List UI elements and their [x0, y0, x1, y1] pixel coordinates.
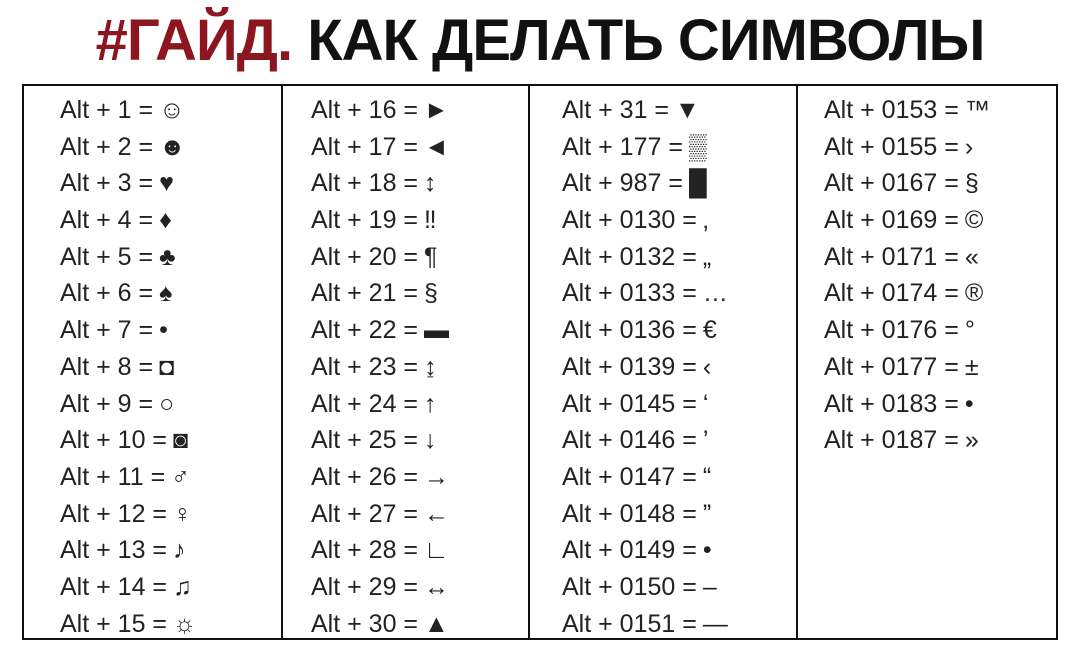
alt-code: Alt + 0169 = — [824, 206, 959, 235]
alt-code: Alt + 13 = — [60, 536, 168, 565]
symbol-glyph: ‘ — [702, 389, 709, 418]
alt-code: Alt + 2 = — [60, 132, 154, 161]
alt-code: Alt + 0177 = — [824, 352, 959, 381]
alt-code: Alt + 0130 = — [562, 206, 697, 235]
alt-code: Alt + 30 = — [311, 609, 419, 638]
symbol-glyph: ♥ — [159, 169, 174, 198]
table-row — [562, 496, 796, 533]
symbol-glyph: ← — [424, 499, 450, 528]
alt-code: Alt + 16 = — [311, 96, 419, 124]
table-row — [60, 386, 281, 423]
alt-code: Alt + 20 = — [311, 242, 419, 271]
symbol-glyph: → — [424, 462, 450, 491]
symbol-glyph: ► — [424, 96, 449, 124]
table-row — [311, 459, 528, 496]
alt-code: Alt + 26 = — [311, 462, 419, 491]
symbol-glyph: ‼ — [424, 206, 437, 235]
table-row — [60, 532, 281, 569]
alt-code: Alt + 24 = — [311, 389, 419, 418]
alt-code: Alt + 0145 = — [562, 389, 697, 418]
table-row — [824, 129, 1056, 166]
table-row — [60, 275, 281, 312]
alt-code: Alt + 0174 = — [824, 279, 959, 308]
alt-code: Alt + 21 = — [311, 279, 419, 308]
table-row — [311, 422, 528, 459]
table-column-3 — [530, 86, 798, 638]
alt-code: Alt + 7 = — [60, 316, 154, 345]
alt-codes-table — [22, 84, 1058, 640]
title-text: КАК ДЕЛАТЬ СИМВОЛЫ — [307, 8, 985, 73]
table-row — [60, 496, 281, 533]
table-row — [311, 92, 528, 129]
symbol-glyph: ¶ — [424, 242, 438, 271]
symbol-glyph: ▒ — [688, 132, 707, 161]
table-row — [60, 239, 281, 276]
table-row — [824, 386, 1056, 423]
table-row — [60, 459, 281, 496]
symbol-glyph: … — [702, 279, 728, 308]
table-row — [562, 92, 796, 129]
table-row — [562, 606, 796, 643]
alt-code: Alt + 27 = — [311, 499, 419, 528]
alt-code: Alt + 0136 = — [562, 316, 697, 345]
table-row — [311, 349, 528, 386]
alt-code: Alt + 987 = — [562, 169, 683, 198]
symbol-glyph: ™ — [964, 96, 990, 124]
table-row — [562, 386, 796, 423]
alt-code: Alt + 8 = — [60, 352, 154, 381]
alt-code: Alt + 3 = — [60, 169, 154, 198]
table-row — [562, 239, 796, 276]
alt-code: Alt + 177 = — [562, 132, 683, 161]
symbol-glyph: ☼ — [173, 609, 196, 638]
alt-code: Alt + 0150 = — [562, 572, 697, 601]
alt-code: Alt + 0176 = — [824, 316, 959, 345]
alt-code: Alt + 18 = — [311, 169, 419, 198]
table-row — [60, 312, 281, 349]
title-hashtag: #ГАЙД. — [95, 8, 293, 73]
symbol-glyph: ◘ — [159, 352, 175, 381]
alt-code: Alt + 23 = — [311, 352, 419, 381]
symbol-glyph: « — [964, 242, 979, 271]
symbol-glyph: ♣ — [159, 242, 176, 271]
table-row — [60, 165, 281, 202]
alt-code: Alt + 0132 = — [562, 242, 697, 271]
symbol-glyph: • — [702, 536, 712, 565]
table-row — [824, 239, 1056, 276]
table-column-1 — [24, 86, 283, 638]
table-row — [562, 165, 796, 202]
table-row — [311, 239, 528, 276]
alt-code: Alt + 0155 = — [824, 132, 959, 161]
alt-code: Alt + 17 = — [311, 132, 419, 161]
table-row — [311, 275, 528, 312]
alt-code: Alt + 1 = — [60, 96, 154, 124]
table-row — [824, 275, 1056, 312]
symbol-glyph: ↕ — [424, 169, 437, 198]
alt-code: Alt + 0171 = — [824, 242, 959, 271]
table-row — [60, 349, 281, 386]
alt-code: Alt + 0153 = — [824, 96, 959, 124]
table-row — [824, 202, 1056, 239]
alt-code: Alt + 12 = — [60, 499, 168, 528]
symbol-glyph: ◙ — [173, 426, 189, 455]
table-row — [562, 349, 796, 386]
table-row — [824, 422, 1056, 459]
alt-code: Alt + 19 = — [311, 206, 419, 235]
symbol-glyph: ♪ — [173, 536, 186, 565]
alt-code: Alt + 0167 = — [824, 169, 959, 198]
alt-code: Alt + 0183 = — [824, 389, 959, 418]
symbol-glyph: ’ — [702, 426, 709, 455]
symbol-glyph: ○ — [159, 389, 175, 418]
symbol-glyph: ♫ — [173, 572, 192, 601]
alt-code: Alt + 11 = — [60, 462, 166, 491]
symbol-glyph: ♀ — [173, 499, 192, 528]
table-row — [311, 312, 528, 349]
alt-code: Alt + 22 = — [311, 316, 419, 345]
table-row — [824, 349, 1056, 386]
alt-code: Alt + 14 = — [60, 572, 168, 601]
symbol-glyph: — — [702, 609, 728, 638]
alt-code: Alt + 0149 = — [562, 536, 697, 565]
symbol-glyph: ♂ — [171, 462, 190, 491]
table-row — [311, 129, 528, 166]
table-row — [562, 422, 796, 459]
symbol-glyph: ♦ — [159, 206, 172, 235]
alt-code: Alt + 28 = — [311, 536, 419, 565]
symbol-glyph: › — [964, 132, 974, 161]
symbol-glyph: ☺ — [159, 96, 185, 124]
alt-code: Alt + 0151 = — [562, 609, 697, 638]
symbol-glyph: € — [702, 316, 717, 345]
symbol-glyph: • — [159, 316, 168, 345]
table-row — [311, 569, 528, 606]
symbol-glyph: “ — [702, 462, 712, 491]
table-row — [562, 275, 796, 312]
symbol-glyph: ♠ — [159, 279, 173, 308]
page-title — [0, 6, 1080, 76]
symbol-glyph: ± — [964, 352, 979, 381]
table-column-4 — [798, 86, 1056, 638]
table-row — [311, 496, 528, 533]
symbol-glyph: ↨ — [424, 352, 437, 381]
symbol-glyph: ” — [702, 499, 712, 528]
table-row — [311, 202, 528, 239]
symbol-glyph: » — [964, 426, 979, 455]
table-row — [60, 202, 281, 239]
alt-code: Alt + 10 = — [60, 426, 168, 455]
symbol-glyph: ‹ — [702, 352, 712, 381]
symbol-glyph: § — [424, 279, 438, 308]
table-row — [562, 312, 796, 349]
table-row — [311, 532, 528, 569]
symbol-glyph: – — [702, 572, 717, 601]
symbol-glyph: ↑ — [424, 389, 437, 418]
alt-code: Alt + 31 = — [562, 96, 670, 124]
alt-code: Alt + 0139 = — [562, 352, 697, 381]
symbol-glyph: █ — [688, 169, 707, 198]
symbol-glyph: ▲ — [424, 609, 449, 638]
table-row — [562, 129, 796, 166]
symbol-glyph: ☻ — [159, 132, 186, 161]
alt-code: Alt + 0133 = — [562, 279, 697, 308]
table-row — [60, 569, 281, 606]
table-row — [60, 606, 281, 643]
alt-code: Alt + 6 = — [60, 279, 154, 308]
table-row — [562, 532, 796, 569]
alt-code: Alt + 25 = — [311, 426, 419, 455]
alt-code: Alt + 0187 = — [824, 426, 959, 455]
table-column-2 — [283, 86, 530, 638]
alt-code: Alt + 5 = — [60, 242, 154, 271]
table-row — [311, 606, 528, 643]
alt-code: Alt + 0147 = — [562, 462, 697, 491]
symbol-glyph: ↔ — [424, 572, 450, 601]
table-row — [562, 202, 796, 239]
alt-code: Alt + 29 = — [311, 572, 419, 601]
table-row — [824, 312, 1056, 349]
symbol-glyph: § — [964, 169, 979, 198]
table-row — [562, 459, 796, 496]
alt-code: Alt + 0148 = — [562, 499, 697, 528]
symbol-glyph: ° — [964, 316, 975, 345]
symbol-glyph: © — [964, 206, 984, 235]
symbol-glyph: ◄ — [424, 132, 449, 161]
alt-code: Alt + 9 = — [60, 389, 154, 418]
symbol-glyph: ‚ — [702, 206, 709, 235]
symbol-glyph: ▼ — [675, 96, 700, 124]
table-row — [311, 165, 528, 202]
table-row — [824, 165, 1056, 202]
table-row — [60, 422, 281, 459]
symbol-glyph: ▬ — [424, 316, 450, 345]
table-row — [824, 92, 1056, 129]
symbol-glyph: ® — [964, 279, 984, 308]
table-row — [60, 129, 281, 166]
symbol-glyph: „ — [702, 242, 712, 271]
alt-code: Alt + 15 = — [60, 609, 168, 638]
table-row — [562, 569, 796, 606]
alt-code: Alt + 0146 = — [562, 426, 697, 455]
table-row — [60, 92, 281, 129]
symbol-glyph: ∟ — [424, 536, 449, 565]
table-row — [311, 386, 528, 423]
symbol-glyph: • — [964, 389, 974, 418]
symbol-glyph: ↓ — [424, 426, 437, 455]
alt-code: Alt + 4 = — [60, 206, 154, 235]
